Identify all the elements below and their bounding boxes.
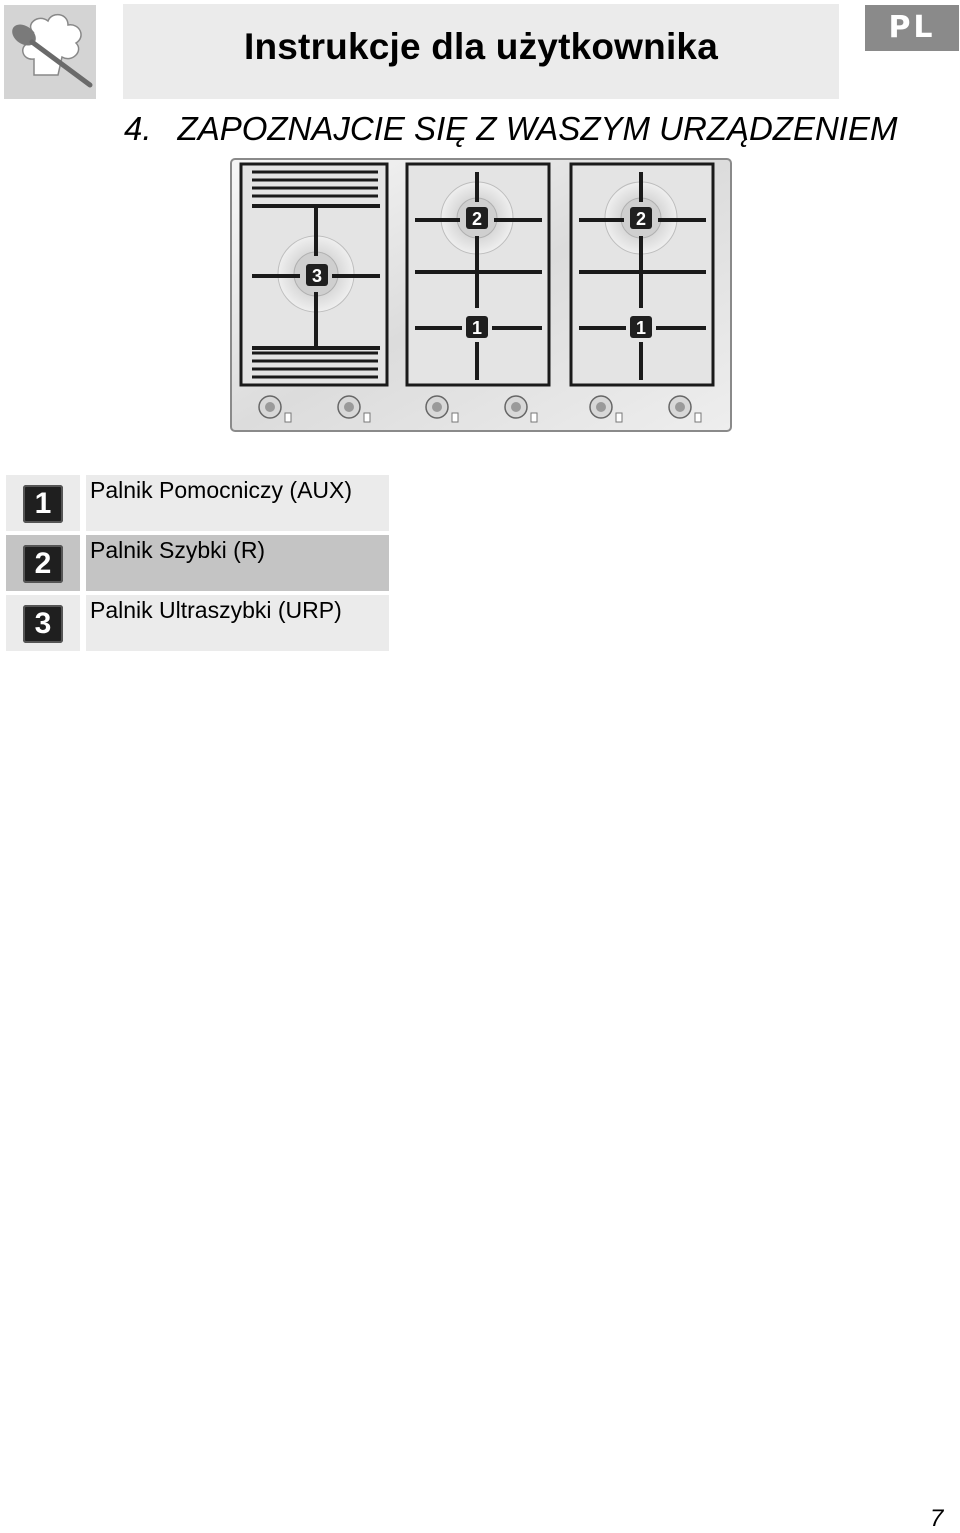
legend-label: Palnik Pomocniczy (AUX) bbox=[90, 477, 353, 503]
legend-number-badge: 1 bbox=[23, 485, 63, 523]
section-heading bbox=[124, 110, 897, 148]
gas-hob-figure bbox=[230, 158, 732, 432]
burner-label-right-bottom: 1 bbox=[635, 318, 647, 338]
hob-illustration bbox=[230, 158, 732, 437]
legend-row bbox=[6, 535, 390, 591]
page-title: Instrukcje dla użytkownika bbox=[243, 26, 718, 67]
legend-row bbox=[6, 475, 390, 531]
legend-text-cell bbox=[86, 535, 389, 591]
chef-hat-spoon-icon bbox=[4, 5, 96, 99]
header-bar bbox=[123, 4, 839, 99]
burner-label-left: 3 bbox=[311, 266, 323, 286]
logo bbox=[4, 5, 96, 99]
legend-row bbox=[6, 595, 390, 651]
section-number: 4. bbox=[124, 110, 152, 147]
page-number: 7 bbox=[930, 1505, 944, 1532]
legend-number-cell bbox=[6, 535, 80, 591]
legend-number-cell bbox=[6, 475, 80, 531]
legend-label: Palnik Szybki (R) bbox=[90, 537, 266, 563]
legend-label: Palnik Ultraszybki (URP) bbox=[90, 597, 342, 623]
legend-text-cell bbox=[86, 475, 389, 531]
legend-number-badge: 3 bbox=[23, 605, 63, 643]
middle-zone bbox=[407, 164, 549, 385]
burner-label-middle-top: 2 bbox=[471, 209, 483, 229]
section-title: ZAPOZNAJCIE SIĘ Z WASZYM URZĄDZENIEM bbox=[177, 110, 898, 147]
legend-number-badge: 2 bbox=[23, 545, 63, 583]
right-zone bbox=[571, 164, 713, 385]
burner-label-right-top: 2 bbox=[635, 209, 647, 229]
burner-label-middle-bottom: 1 bbox=[471, 318, 483, 338]
language-badge: PL bbox=[865, 5, 959, 51]
legend-number-cell bbox=[6, 595, 80, 651]
legend-text-cell bbox=[86, 595, 389, 651]
